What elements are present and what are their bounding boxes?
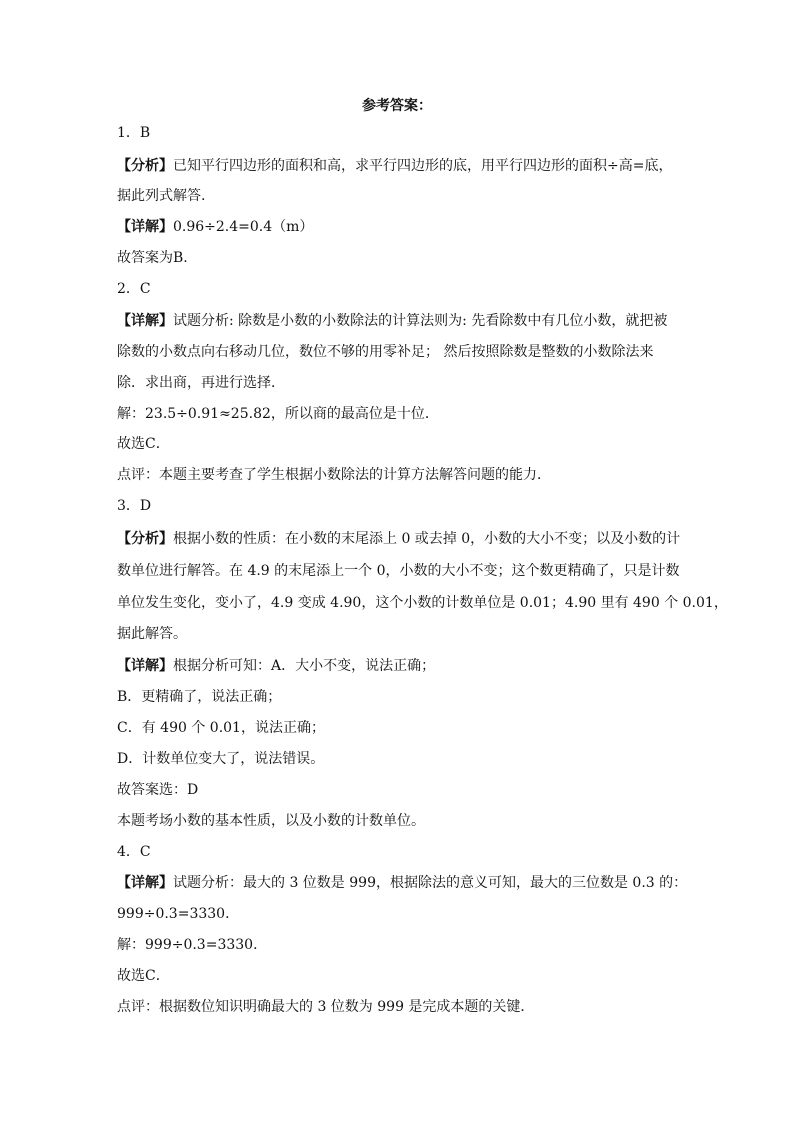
answer-2-line: 除．求出商，再进行选择． [117, 375, 285, 391]
answer-1-line: 据此列式解答. [117, 188, 206, 204]
answer-2-line: 除数的小数点向右移动几位，数位不够的用零补足； 然后按照除数是整数的小数除法来 [117, 344, 654, 360]
answer-4-line: 故选C． [117, 968, 170, 984]
answer-3-line: 本题考场小数的基本性质，以及小数的计数单位。 [117, 813, 425, 829]
answer-3-line: C．有 490 个 0.01，说法正确； [117, 720, 325, 736]
answer-2-heading: 2．C [117, 281, 151, 297]
answer-4-line: 解：999÷0.3=3330． [117, 937, 268, 953]
answer-1-line: 【详解】0.96÷2.4=0.4（m） [117, 219, 314, 235]
answer-3-line: 故答案选：D [117, 782, 199, 798]
answer-2-line: 点评：本题主要考查了学生根据小数除法的计算方法解答问题的能力． [117, 467, 551, 483]
answer-3-line: 单位发生变化，变小了，4.9 变成 4.90，这个小数的计数单位是 0.01；4.90 里有 490 个 0.01， [117, 595, 728, 611]
answer-3-line: 数单位进行解答。在 4.9 的末尾添上一个 0，小数的大小不变；这个数更精确了，只是计数 [117, 563, 680, 579]
answer-3-line: 【详解】根据分析可知：A．大小不变，说法正确； [117, 658, 436, 674]
answer-4-line: 999÷0.3=3330． [117, 906, 240, 922]
answer-4-line: 【详解】试题分析：最大的 3 位数是 999，根据除法的意义可知，最大的三位数是 0.3 的： [117, 875, 688, 891]
answer-3-line: B．更精确了，说法正确； [117, 689, 282, 705]
answer-3-heading: 3．D [117, 498, 152, 514]
answer-3-line: 据此解答。 [117, 626, 187, 642]
answer-3-line: 【分析】根据小数的性质：在小数的末尾添上 0 或去掉 0，小数的大小不变；以及小数的计 [117, 531, 681, 547]
page-title: 参考答案： [362, 98, 432, 114]
answer-3-line: D．计数单位变大了，说法错误。 [117, 751, 325, 767]
answer-1-line: 故答案为B. [117, 250, 188, 266]
answer-2-line: 解：23.5÷0.91≈25.82，所以商的最高位是十位． [117, 406, 439, 422]
answer-2-line: 【详解】试题分析: 除数是小数的小数除法的计算法则为: 先看除数中有几位小数，就把被 [117, 313, 668, 329]
answer-2-line: 故选C． [117, 436, 170, 452]
answer-4-heading: 4．C [117, 844, 151, 860]
answer-1-line: 【分析】已知平行四边形的面积和高，求平行四边形的底，用平行四边形的面积÷高=底， [117, 158, 673, 174]
answer-4-line: 点评：根据数位知识明确最大的 3 位数为 999 是完成本题的关键． [117, 999, 535, 1015]
answer-1-heading: 1．B [117, 125, 151, 141]
